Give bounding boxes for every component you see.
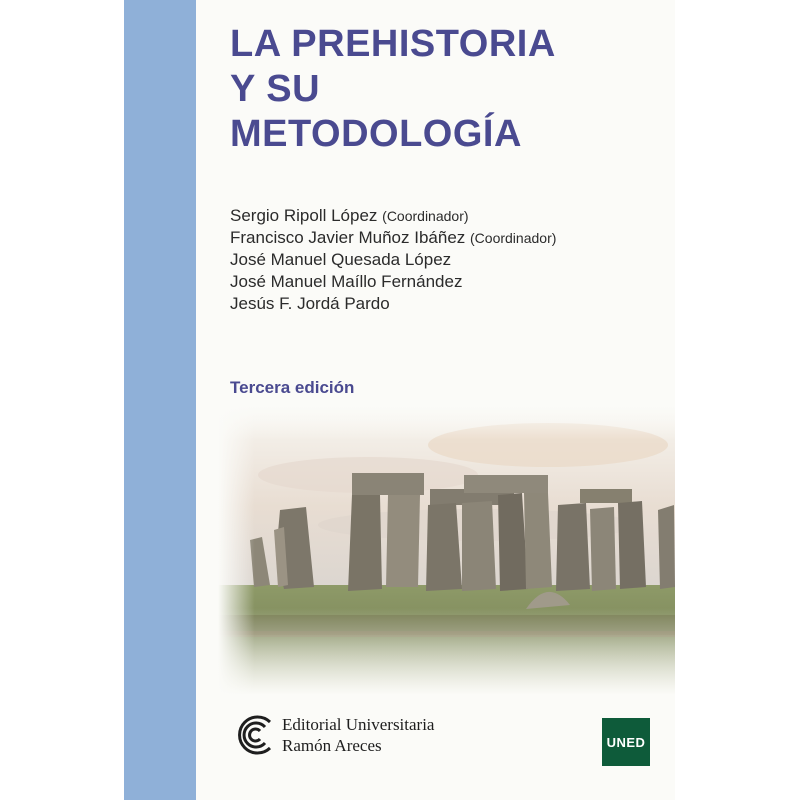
author-item [230, 293, 556, 315]
author-name: Sergio Ripoll López [230, 206, 378, 225]
author-list [230, 205, 556, 315]
publisher-line-2: Ramón Areces [282, 736, 382, 755]
publisher-line-1: Editorial Universitaria [282, 715, 435, 734]
spine-band [124, 0, 196, 800]
title-line-1: LA PREHISTORIA [230, 23, 556, 65]
author-name: José Manuel Quesada López [230, 250, 452, 269]
stonehenge-photo [218, 405, 675, 695]
author-item [230, 205, 556, 227]
author-name: Jesús F. Jordá Pardo [230, 294, 390, 313]
author-role: (Coordinador) [382, 208, 469, 224]
book-title [230, 22, 556, 157]
spiral-logo-icon [230, 712, 276, 758]
book-cover [124, 0, 675, 800]
publisher-block [230, 712, 434, 758]
uned-badge: UNED [602, 718, 650, 766]
author-item [230, 227, 556, 249]
edition-label: Tercera edición [230, 378, 355, 397]
author-item [230, 271, 556, 293]
author-name: José Manuel Maíllo Fernández [230, 272, 463, 291]
publisher-name [282, 714, 434, 756]
title-line-3: METODOLOGÍA [230, 113, 522, 155]
author-role: (Coordinador) [470, 230, 557, 246]
author-name: Francisco Javier Muñoz Ibáñez [230, 228, 466, 247]
title-line-2: Y SU [230, 68, 321, 110]
author-item [230, 249, 556, 271]
